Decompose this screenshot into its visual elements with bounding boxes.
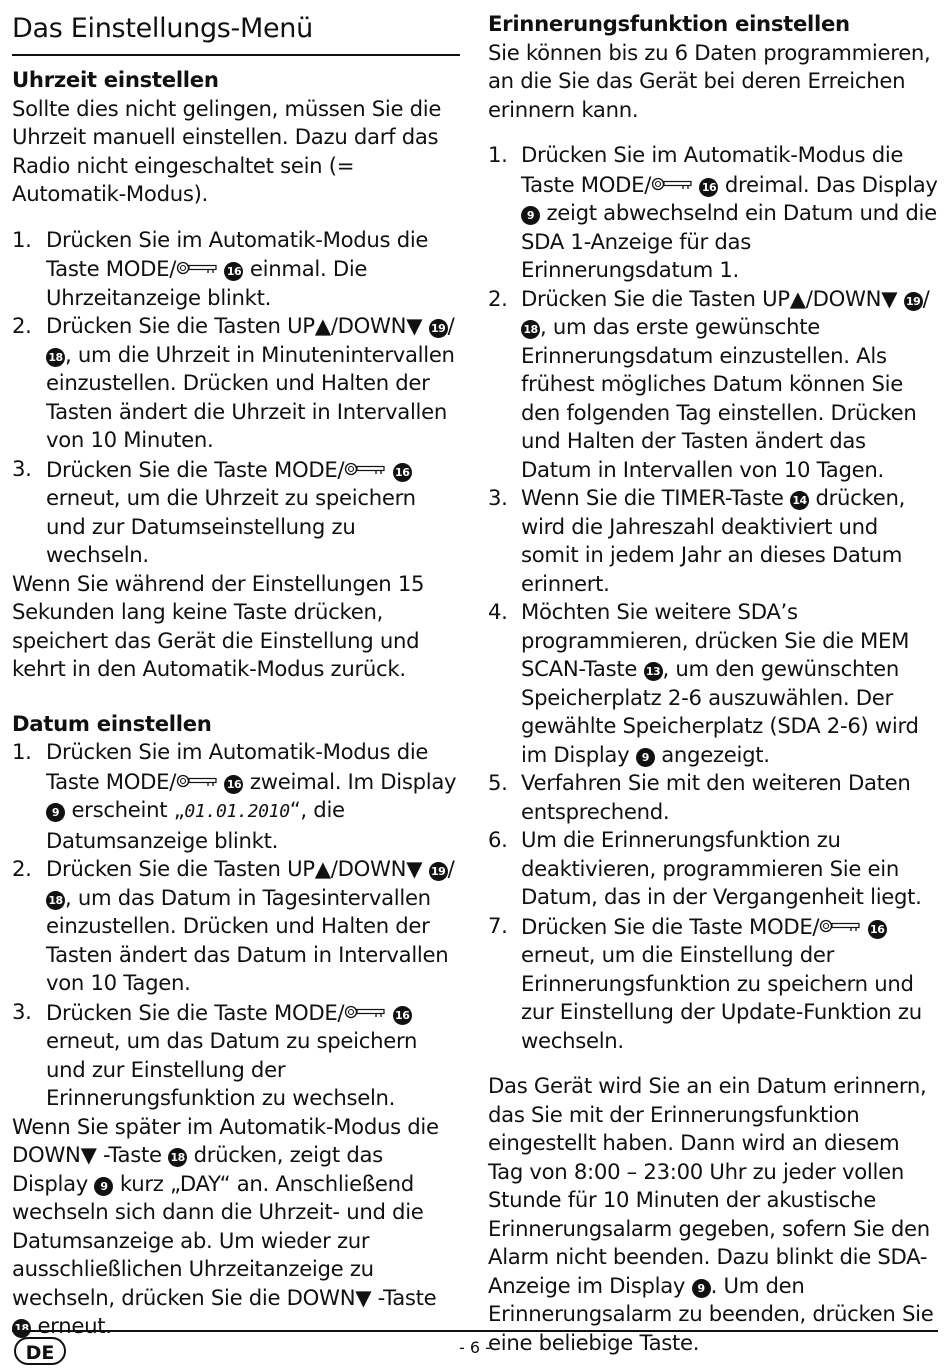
mode-key-ref: 16	[393, 1006, 412, 1025]
list-item: 6. Um die Erinnerungsfunktion zu deaktivieren, programmieren Sie ein Datum, das in der Vergangenheit liegt.	[488, 827, 922, 909]
date-steps	[12, 738, 460, 1113]
list-item: 7. Drücken Sie die Taste MODE/ 16 erneut, um die Einstellung der Erinnerungsfunktion zu speichern und zur Einstellung der Update-Funktion zu wechseln.	[488, 912, 922, 1053]
language-badge: DE	[14, 1337, 66, 1365]
key-icon	[176, 254, 218, 283]
display-ref: 9	[94, 1177, 113, 1196]
time-heading: Uhrzeit einstellen	[12, 67, 219, 92]
reminder-steps	[488, 141, 938, 1055]
list-item: 5. Verfahren Sie mit den weiteren Daten entsprechend.	[488, 770, 911, 824]
key-icon	[344, 455, 386, 484]
page-title: Das Einstellungs-Menü	[12, 13, 313, 44]
list-item: 1. Drücken Sie im Automatik-Modus die Taste MODE/ 16 zweimal. Im Display 9 erscheint „01.01.2010“, die Datumsanzeige blinkt.	[12, 739, 457, 853]
time-steps	[12, 226, 460, 570]
display-ref: 9	[521, 206, 540, 225]
reminder-heading: Erinnerungsfunktion einstellen	[488, 11, 850, 36]
left-column	[12, 10, 460, 1341]
up-key-ref: 19	[429, 862, 448, 881]
lcd-date: 01.01.2010	[184, 801, 290, 822]
mode-key-ref: 16	[699, 178, 718, 197]
footer-divider	[12, 1330, 938, 1332]
display-ref: 9	[46, 803, 65, 822]
display-ref: 9	[636, 748, 655, 767]
up-key-ref: 19	[904, 292, 923, 311]
time-note: Wenn Sie während der Einstellungen 15 Sekunden lang keine Taste drücken, speichert das Gerät die Einstellung und kehrt in den Automatik-Modus zurück.	[12, 570, 425, 681]
list-item: 1. Drücken Sie im Automatik-Modus die Taste MODE/ 16 einmal. Die Uhrzeitanzeige blinkt.	[12, 226, 429, 310]
down-key-ref: 18	[46, 348, 65, 367]
date-note: Wenn Sie später im Automatik-Modus die DOWN▼ -Taste 18 drücken, zeigt das Display 9 kurz „DAY“ an. Anschließend wechseln sich dann die Uhrzeit- und die Datumsanzeige ab. Um wieder zur ausschließlichen Uhrzeitanzeige zu wechseln, drücken Sie die DOWN▼ -Taste 18 erneut.	[12, 1113, 439, 1338]
list-item: 2. Drücken Sie die Tasten UP▲/DOWN▼ 19 /18 , um das erste gewünschte Erinnerungsdatum einzustellen. Als frühest mögliches Datum können Sie den folgenden Tag einstellen. Drücken und Halten der Tasten ändert das Datum in Intervallen von 10 Tagen.	[488, 285, 930, 482]
down-key-ref: 18	[168, 1148, 187, 1167]
down-key-ref: 18	[12, 1319, 31, 1338]
time-intro: Sollte dies nicht gelingen, müssen Sie die Uhrzeit manuell einstellen. Dazu darf das Radio nicht eingeschaltet sein (= Automatik-Modus).	[12, 95, 442, 206]
list-item: 3. Wenn Sie die TIMER-Taste 14 drücken, wird die Jahreszahl deaktiviert und somit in jedem Jahr an dieses Datum erinnert.	[488, 485, 906, 596]
list-item: 3. Drücken Sie die Taste MODE/ 16 erneut, um die Uhrzeit zu speichern und zur Datumseinstellung zu wechseln.	[12, 455, 416, 567]
page-number: - 6 -	[459, 1338, 491, 1357]
list-item: 4. Möchten Sie weitere SDA’s programmieren, drücken Sie die MEM SCAN-Taste 13 , um den gewünschten Speicherplatz 2-6 auszuwählen. Der gewählte Speicherplatz (SDA 2-6) wird im Display 9 angezeigt.	[488, 599, 919, 767]
list-item: 1. Drücken Sie im Automatik-Modus die Taste MODE/ 16 dreimal. Das Display 9 zeigt abwechselnd ein Datum und die SDA 1-Anzeige für das Erinnerungsdatum 1.	[488, 142, 938, 282]
display-ref: 9	[692, 1279, 711, 1298]
title-divider	[12, 54, 460, 56]
date-heading: Datum einstellen	[12, 710, 212, 736]
list-item: 2. Drücken Sie die Tasten UP▲/DOWN▼ 19 /18 , um die Uhrzeit in Minutenintervallen einzustellen. Drücken und Halten der Tasten ändert die Uhrzeit in Intervallen von 10 Minuten.	[12, 313, 455, 452]
mode-key-ref: 16	[224, 775, 243, 794]
down-key-ref: 18	[521, 320, 540, 339]
reminder-outro: Das Gerät wird Sie an ein Datum erinnern, das Sie mit der Erinnerungsfunktion eingestellt haben. Dann wird an diesem Tag von 8:00 – 23:00 Uhr zu jeder vollen Stunde für 10 Minuten der akustische Erinnerungsalarm gegeben, sofern Sie den Alarm nicht beenden. Dazu blinkt die SDA-Anzeige im Display 9 . Um den Erinnerungsalarm zu beenden, drücken Sie eine beliebige Taste.	[488, 1073, 934, 1355]
up-key-ref: 19	[429, 319, 448, 338]
reminder-intro: Sie können bis zu 6 Daten programmieren, an die Sie das Gerät bei deren Erreichen erinnern kann.	[488, 39, 931, 122]
key-icon	[344, 998, 386, 1027]
memscan-key-ref: 13	[644, 662, 663, 681]
right-column	[488, 10, 938, 1357]
list-item: 2. Drücken Sie die Tasten UP▲/DOWN▼ 19 /18 , um das Datum in Tagesintervallen einzustellen. Drücken und Halten der Tasten ändert das Datum in Intervallen von 10 Tagen.	[12, 856, 455, 995]
timer-key-ref: 14	[790, 491, 809, 510]
key-icon	[651, 170, 693, 199]
mode-key-ref: 16	[868, 920, 887, 939]
down-key-ref: 18	[46, 891, 65, 910]
key-icon	[176, 767, 218, 796]
mode-key-ref: 16	[393, 463, 412, 482]
key-icon	[819, 912, 861, 941]
mode-key-ref: 16	[224, 262, 243, 281]
list-item: 3. Drücken Sie die Taste MODE/ 16 erneut, um das Datum zu speichern und zur Einstellung der Erinnerungsfunktion zu wechseln.	[12, 998, 418, 1110]
